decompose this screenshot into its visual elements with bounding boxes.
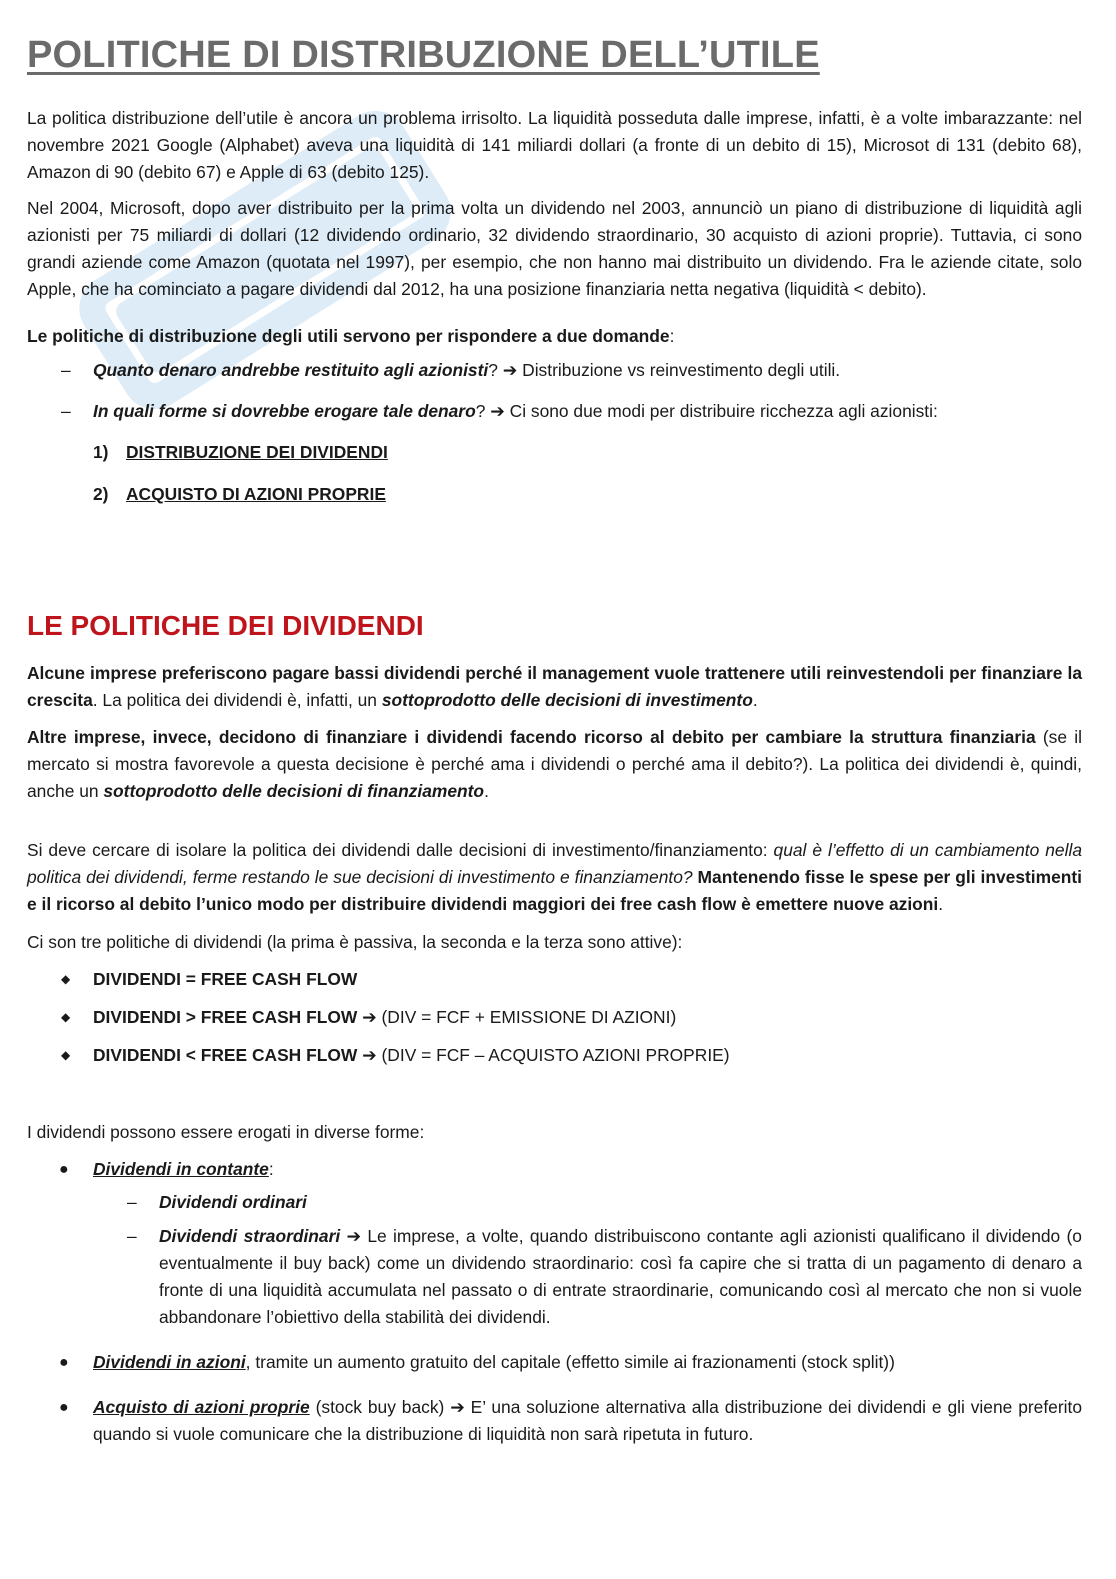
question-mark: ? <box>475 401 486 421</box>
bold-text: Alcune imprese preferiscono pagare bassi dividendi perché il management vuole trattenere utili reinvestendoli per finanziare la crescita <box>27 663 1082 710</box>
list-item <box>27 1004 1082 1031</box>
list-item <box>27 1042 1082 1069</box>
list-item <box>27 1156 1082 1331</box>
list-item <box>27 357 1082 384</box>
diamond-bullet-icon: ◆ <box>61 972 71 986</box>
policy-label: DIVIDENDI < FREE CASH FLOW <box>93 1045 358 1065</box>
list-number: 2) <box>93 484 109 504</box>
list-item <box>93 1223 1082 1331</box>
forms-list <box>27 1156 1082 1448</box>
list-number: 1) <box>93 442 109 462</box>
section-paragraph <box>27 837 1082 918</box>
dash-bullet: – <box>61 401 71 421</box>
list-item <box>93 1189 1082 1216</box>
right-arrow-icon: ➔ <box>362 1007 377 1027</box>
policies-list <box>27 966 1082 1069</box>
document-page <box>27 30 1082 1448</box>
sub-label: Dividendi straordinari <box>159 1226 341 1246</box>
forms-intro: I dividendi possono essere erogati in diverse forme: <box>27 1122 425 1142</box>
right-arrow-icon: ➔ <box>490 401 505 421</box>
question-text: Quanto denaro andrebbe restituito agli azionisti <box>93 360 489 380</box>
questions-list <box>27 357 1082 425</box>
bold-text: Altre imprese, invece, decidono di finanziare i dividendi facendo ricorso al debito per cambiare la struttura finanziaria <box>27 727 1036 747</box>
policy-detail: (DIV = FCF + EMISSIONE DI AZIONI) <box>376 1007 677 1027</box>
questions-intro-bold: Le politiche di distribuzione degli utili servono per rispondere a due domande <box>27 326 670 346</box>
question-answer: Ci sono due modi per distribuire ricchezza agli azionisti: <box>504 401 938 421</box>
policies-intro: Ci son tre politiche di dividendi (la prima è passiva, la seconda e la terza sono attive): <box>27 932 683 952</box>
right-arrow-icon: ➔ <box>502 360 518 380</box>
right-arrow-icon: ➔ <box>450 1397 465 1417</box>
question-answer: Distribuzione vs reinvestimento degli utili. <box>517 360 841 380</box>
form-label: Acquisto di azioni proprie <box>93 1397 310 1417</box>
round-bullet-icon: ● <box>59 1161 69 1178</box>
cash-sub-list <box>93 1189 1082 1331</box>
form-text: E’ una soluzione alternativa alla distribuzione dei dividendi e gli viene preferito quando si vuole comunicare che la distribuzione di liquidità non sarà ripetuta in futuro. <box>93 1397 1082 1444</box>
plain-text: . <box>484 781 489 801</box>
bold-text: Mantenendo fisse le spese per gli investimenti e il ricorso al debito l’unico modo per distribuire dividendi maggiori dei free cash flow è emettere nuove azioni <box>27 867 1082 914</box>
policy-detail: (DIV = FCF – ACQUISTO AZIONI PROPRIE) <box>376 1045 730 1065</box>
list-item <box>27 1394 1082 1448</box>
dash-bullet: – <box>127 1192 137 1212</box>
dash-bullet: – <box>61 360 71 380</box>
plain-text: . La politica dei dividendi è, infatti, un <box>92 690 382 710</box>
policy-label: DIVIDENDI > FREE CASH FLOW <box>93 1007 358 1027</box>
plain-text: . <box>752 690 758 710</box>
section-paragraph <box>27 724 1082 805</box>
list-item <box>27 1349 1082 1376</box>
policy-label: DIVIDENDI = FREE CASH FLOW <box>93 969 358 989</box>
questions-intro <box>27 323 1082 350</box>
sub-text: Le imprese, a volte, quando distribuiscono contante agli azionisti qualificano il dividendo (o eventualmente il buy back) come un dividendo straordinario: così fa capire che si tratta di un pagamento di denaro a fronte di una liquidità accumulata nel passato o di entrate straordinarie, comunicando così al mercato che non si vuole abbandonare l’obiettivo della stabilità dei dividendi. <box>159 1226 1082 1327</box>
sub-label: Dividendi ordinari <box>159 1192 307 1212</box>
italic-text: qual è l’effetto di un cambiamento nella politica dei dividendi, ferme restando le sue decisioni di investimento e finanziamento? <box>27 840 1082 887</box>
question-mark: ? <box>488 360 498 380</box>
diamond-bullet-icon: ◆ <box>61 1048 71 1062</box>
form-label: Dividendi in contante <box>93 1159 269 1179</box>
dash-bullet: – <box>127 1226 137 1246</box>
list-item <box>27 481 1082 508</box>
section-title: LE POLITICHE DEI DIVIDENDI <box>27 610 424 641</box>
microsoft-paragraph: Nel 2004, Microsoft, dopo aver distribuito per la prima volta un dividendo nel 2003, annunciò un piano di distribuzione di liquidità agli azionisti per 75 miliardi di dollari (12 dividendo ordinario, 32 dividendo straordinario, 30 acquisto di azioni proprie). Tuttavia, ci sono grandi aziende come Amazon (quotata nel 1997), per esempio, che non hanno mai distribuito un dividendo. Fra le aziende citate, solo Apple, che ha cominciato a pagare dividendi dal 2012, ha una posizione finanziaria netta negativa (liquidità < debito). <box>27 198 1082 299</box>
form-tail: : <box>268 1159 274 1179</box>
list-item <box>27 398 1082 425</box>
diamond-bullet-icon: ◆ <box>61 1010 71 1024</box>
question-text: In quali forme si dovrebbe erogare tale denaro <box>93 401 476 421</box>
plain-text: (se il mercato si mostra favorevole a questa decisione è perché ama i dividendi o perché ama il debito?). La politica dei dividendi è, quindi, anche un <box>27 727 1082 801</box>
form-tail: , tramite un aumento gratuito del capitale (effetto simile ai frazionamenti (stock split)) <box>245 1352 895 1372</box>
list-item <box>27 966 1082 993</box>
form-tail: (stock buy back) <box>309 1397 451 1417</box>
section-paragraph <box>27 660 1082 714</box>
way-label: DISTRIBUZIONE DEI DIVIDENDI <box>126 442 388 462</box>
list-item <box>27 439 1082 466</box>
round-bullet-icon: ● <box>59 1399 69 1416</box>
plain-text: . <box>938 894 944 914</box>
questions-intro-tail: : <box>669 326 675 346</box>
form-label: Dividendi in azioni <box>93 1352 246 1372</box>
right-arrow-icon: ➔ <box>362 1045 377 1065</box>
emphasis-text: sottoprodotto delle decisioni di investimento <box>381 690 753 710</box>
ways-list <box>27 439 1082 508</box>
right-arrow-icon: ➔ <box>346 1226 362 1246</box>
round-bullet-icon: ● <box>59 1354 69 1371</box>
intro-paragraph: La politica distribuzione dell’utile è ancora un problema irrisolto. La liquidità posseduta dalle imprese, infatti, è a volte imbarazzante: nel novembre 2021 Google (Alphabet) aveva una liquidità di 141 miliardi dollari (a fronte di un debito di 15), Microsot di 131 (debito 68), Amazon di 90 (debito 67) e Apple di 63 (debito 125). <box>27 108 1082 182</box>
emphasis-text: sottoprodotto delle decisioni di finanziamento <box>103 781 485 801</box>
page-title: POLITICHE DI DISTRIBUZIONE DELL’UTILE <box>27 34 820 76</box>
plain-text: Si deve cercare di isolare la politica dei dividendi dalle decisioni di investimento/finanziamento: <box>27 840 774 860</box>
way-label: ACQUISTO DI AZIONI PROPRIE <box>126 484 386 504</box>
